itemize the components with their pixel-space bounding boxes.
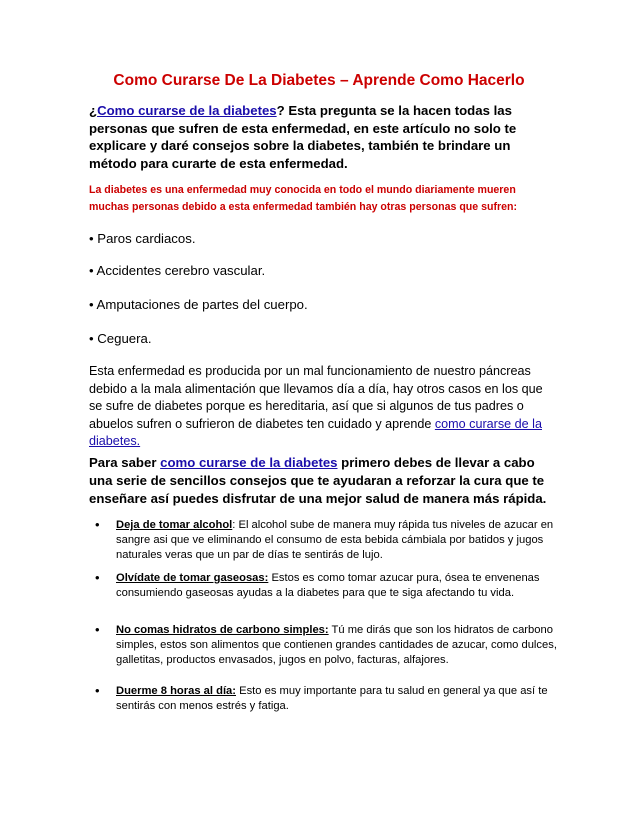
advice-prefix: Para saber: [89, 455, 161, 470]
tip-text: Estos es como tomar azucar pura, ósea te envenenas consumiendo gaseosas ayudas a la diabetes para que te siga afectando tu vida.: [116, 572, 540, 599]
tip-text: Tú me dirás que son los hidratos de carbono simples, estos son alimentos que contienen grandes cantidades de azucar, como dulces, galletitas, productos envasados, jugos en polvo, facturas, alfajores.: [116, 624, 557, 666]
condition-item: • Paros cardiacos.: [89, 231, 196, 246]
tip-label: Duerme 8 horas al día:: [116, 685, 236, 697]
advice-link[interactable]: como curarse de la diabetes: [160, 455, 338, 470]
bullet-icon: •: [95, 622, 100, 637]
intro-paragraph: [89, 102, 551, 172]
condition-item: • Ceguera.: [89, 331, 152, 346]
bullet-icon: •: [95, 683, 100, 698]
condition-item: • Accidentes cerebro vascular.: [89, 263, 266, 278]
tip-sep: :: [232, 519, 236, 531]
tip-label: Deja de tomar alcohol: [116, 519, 233, 531]
advice-rest: primero debes de llevar a cabo una serie de sencillos consejos que te ayudaran a reforzar la cura que te enseñare así puedes disfrutar de una mejor salud de manera más rápida.: [89, 455, 547, 506]
advice-paragraph: [89, 454, 551, 508]
tip-text: Esto es muy importante para tu salud en general ya que así te sentirás con menos estrés y fatiga.: [116, 685, 548, 712]
cause-link[interactable]: como curarse de la diabetes.: [89, 416, 542, 448]
page-title: Como Curarse De La Diabetes – Aprende Como Hacerlo: [113, 72, 525, 89]
condition-item: • Amputaciones de partes del cuerpo.: [89, 297, 308, 312]
cause-paragraph: [89, 363, 551, 451]
tip-label: Olvídate de tomar gaseosas:: [116, 572, 269, 584]
bullet-icon: •: [95, 517, 100, 532]
red-warning-text: La diabetes es una enfermedad muy conocida en todo el mundo diariamente mueren muchas personas debido a esta enfermedad también hay otras personas que sufren:: [89, 184, 517, 213]
tip-text: El alcohol sube de manera muy rápida tus niveles de azucar en sangre asi que ve eliminando el consumo de esta bebida cámbiala por batidos y jugos naturales veras que un par de días te sentirás de lujo.: [116, 519, 554, 561]
intro-rest: ? Esta pregunta se la hacen todas las personas que sufren de esta enfermedad, en este artículo no solo te explicare y daré consejos sobre la diabetes, también te brindare un método para curarte de esta enfermedad.: [89, 103, 517, 171]
cause-text: Esta enfermedad es producida por un mal funcionamiento de nuestro páncreas debido a la mala alimentación que llevamos día a día, hay otros casos en los que se sufre de diabetes porque es hereditaria, así que si algunos de tus padres o abuelos sufren o sufrieron de diabetes ten cuidado y aprende: [89, 364, 543, 431]
tip-label: No comas hidratos de carbono simples:: [116, 624, 329, 636]
bullet-icon: •: [95, 570, 100, 585]
intro-prefix: ¿: [89, 103, 98, 118]
intro-link[interactable]: Como curarse de la diabetes: [97, 103, 277, 118]
